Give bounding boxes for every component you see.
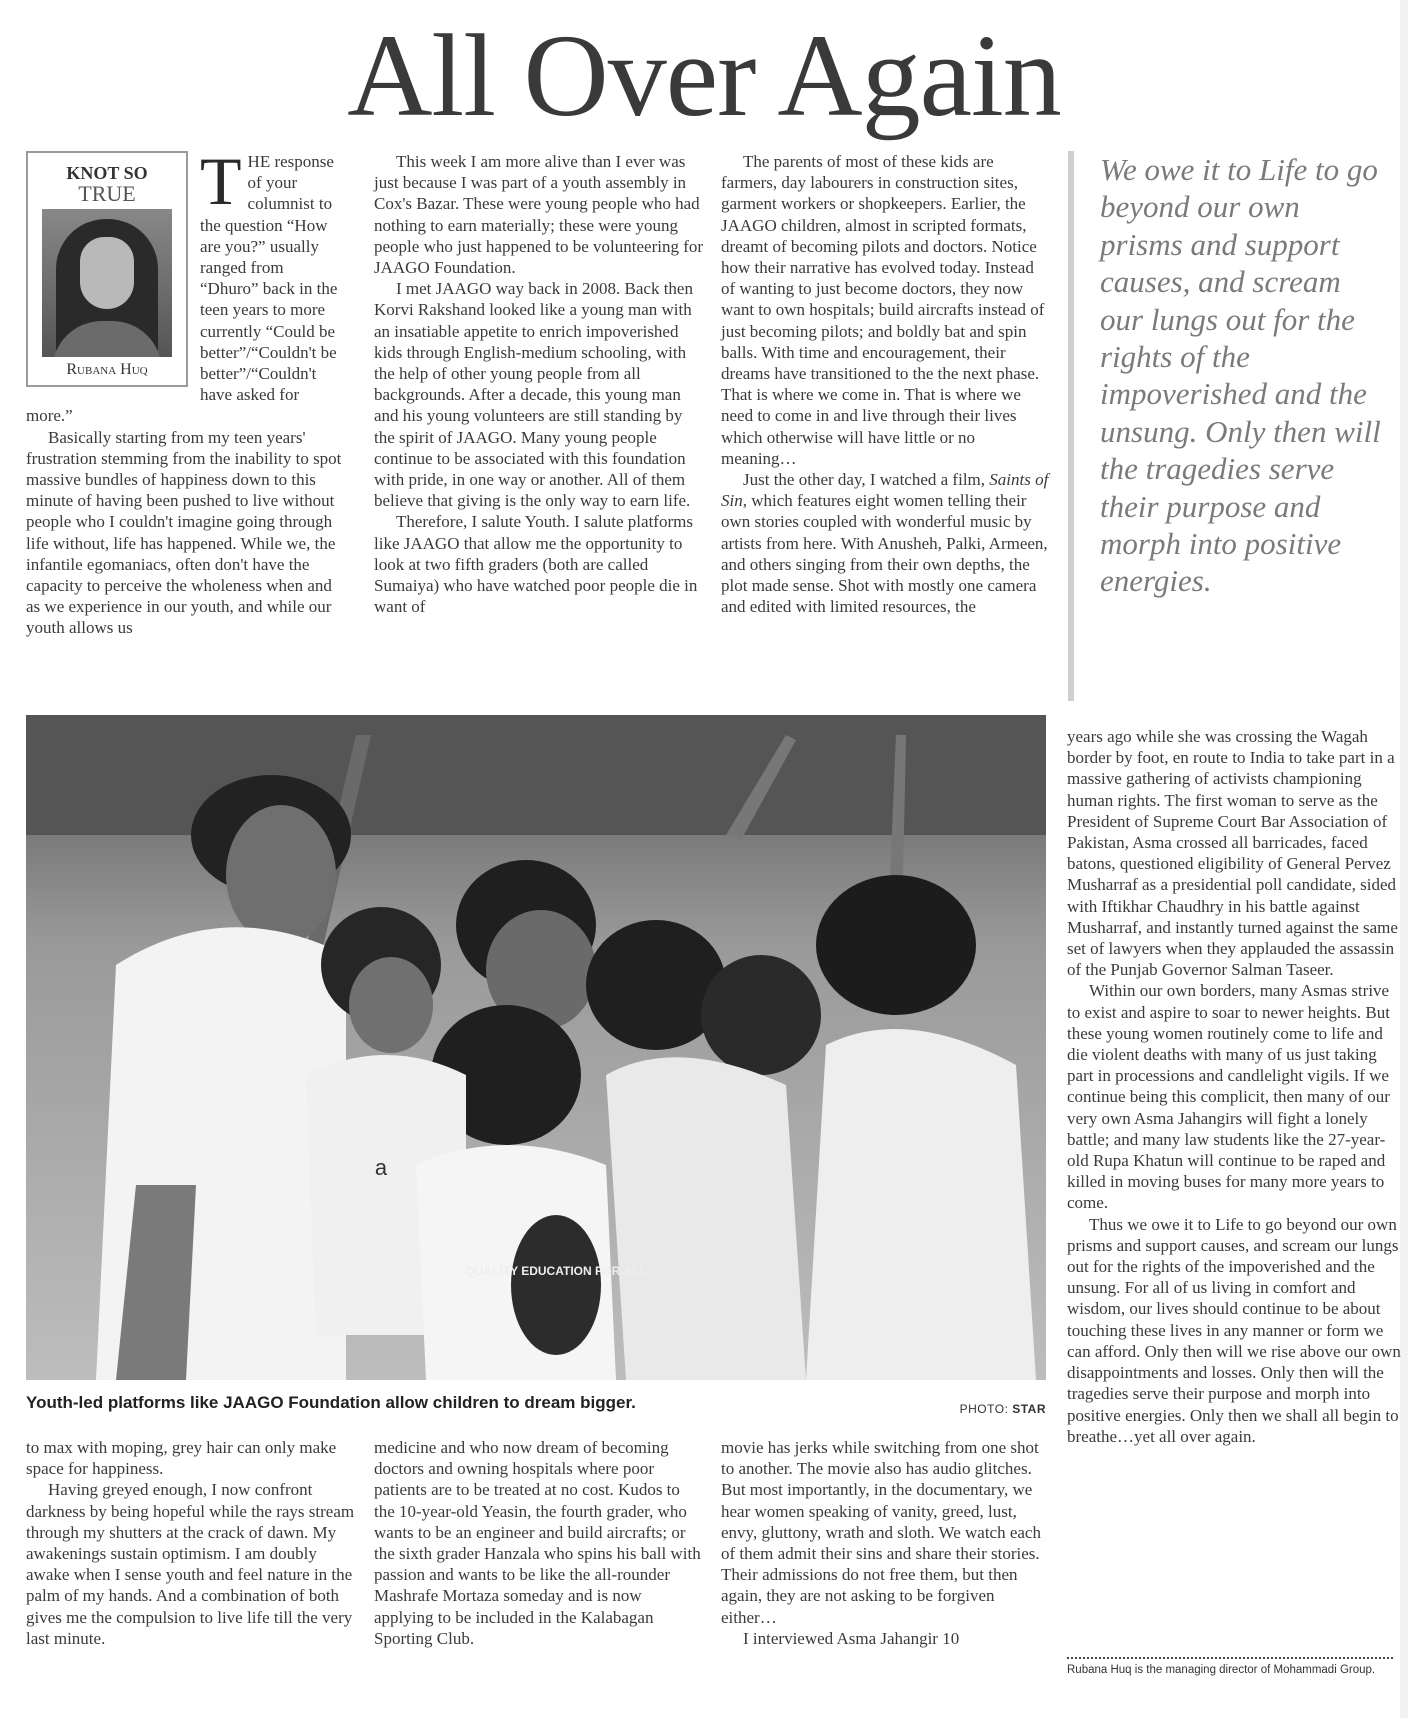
paragraph: Within our own borders, many Asmas strive to exist and aspire to soar to newer heights. But these young women routinely come to life and die violent deaths with many of us just taking part in processions and candlelight vigils. If we continue being this complicit, then many of our very own Asma Jahangirs will fight a lonely battle; and many law students like the 27-year-old Rupa Khatun will continue to be raped and killed in moving buses for many more years to come. bbox=[1067, 981, 1390, 1213]
paragraph: I interviewed Asma Jahangir 10 bbox=[743, 1628, 960, 1648]
drop-cap: T bbox=[200, 143, 242, 219]
paragraph: to max with moping, grey hair can only make space for happiness. bbox=[26, 1438, 337, 1479]
badge-text: QUALITY EDUCATION FOR ALL bbox=[465, 1264, 647, 1278]
text-run: , which features eight women telling their own stories coupled with wonderful music by artists from here. With Anusheh, Palki, Armeen, and others singing from their own depths, the plot made sense. Shot with mostly one camera and edited with limited resources, the bbox=[721, 491, 1048, 617]
page-edge bbox=[1400, 0, 1408, 1718]
column-label-line-2: TRUE bbox=[78, 181, 136, 206]
columnist-box bbox=[26, 151, 188, 387]
paragraph: This week I am more alive than I ever was just because I was part of a youth assembly in Cox's Bazar. These were young people who had nothing to earn materially; these were young people who just happened to be volunteering for JAAGO Foundation. bbox=[374, 152, 704, 278]
photo-caption: Youth-led platforms like JAAGO Foundation allow children to dream bigger. bbox=[26, 1393, 636, 1412]
columnist-photo bbox=[42, 209, 172, 357]
paragraph bbox=[721, 469, 1051, 617]
column-label-line-1: KNOT SO bbox=[66, 163, 148, 183]
paragraph: Basically starting from my teen years' frustration stemming from the inability to spot massive bundles of happiness down to this minute of having been pushed to live without people who I couldn't imagine going through life without, life has happened. While we, the infantile egomaniacs, often don't have the capacity to perceive the wholeness when and as we experience in our youth, and while our youth allows us bbox=[26, 427, 342, 638]
column-2-top bbox=[374, 151, 704, 617]
film-title: Saints of Sin bbox=[721, 470, 1049, 511]
paragraph: Therefore, I salute Youth. I salute platforms like JAAGO that allow me the opportunity to look at two fifth graders (both are called Sumaiya) who have watched poor people die in want of bbox=[374, 512, 698, 617]
credit-prefix: PHOTO: bbox=[959, 1402, 1009, 1416]
column-3-bottom bbox=[721, 1437, 1051, 1649]
column-2-bottom bbox=[374, 1437, 704, 1649]
column-3-top bbox=[721, 151, 1051, 617]
paragraph: movie has jerks while switching from one shot to another. The movie also has audio glitches. But most importantly, in the documentary, we hear women speaking of vanity, greed, lust, envy, gluttony, wrath and sloth. We watch each of them admit their sins and share their stories. Their admissions do not free them, but then again, they are not asking to be forgiven either… bbox=[721, 1438, 1041, 1627]
paragraph: Having greyed enough, I now confront darkness by being hopeful while the rays stream through my shutters at the crack of dawn. My awakenings sustain optimism. I am doubly awake when I sense youth and feel nature in the palm of my hands. And a combination of both gives me the compulsion to live life till the very last minute. bbox=[26, 1480, 355, 1648]
column-1-bottom bbox=[26, 1437, 356, 1649]
photo-illustration bbox=[26, 715, 1046, 1380]
shirt-text: a bbox=[374, 1155, 388, 1180]
photo-credit bbox=[880, 1402, 1046, 1416]
paragraph: Thus we owe it to Life to go beyond our own prisms and support causes, and scream our lungs out for the rights of the impoverished and the unsung. For all of us living in comfort and wisdom, our lives should continue to be about touching these lives in any manner or form we can afford. Only then will we rise above our own disappointments and losses. Only then will the tragedies serve their purpose and morph into positive energies. Only then we shall all begin to breathe…yet all over again. bbox=[1067, 1214, 1401, 1446]
author-note: Rubana Huq is the managing director of Mohammadi Group. bbox=[1067, 1657, 1393, 1677]
credit-source: STAR bbox=[1012, 1402, 1046, 1416]
article-photo bbox=[26, 715, 1046, 1380]
paragraph: I met JAAGO way back in 2008. Back then Korvi Rakshand looked like a young man with an insatiable appetite to enrich impoverished kids through English-medium schooling, with the help of other young people from all backgrounds. After a decade, this young man and his young volunteers are still standing by the spirit of JAAGO. Many young people continue to be associated with this foundation with pride, in one way or another. All of them believe that giving is the only way to earn life. bbox=[374, 279, 693, 511]
paragraph: HE response of your columnist to the question “How are you?” usually ranged from “Dhuro” back in the teen years to more currently “Could be better”/“Couldn't be better”/“Couldn't have asked for more.” bbox=[26, 152, 338, 426]
paragraph: The parents of most of these kids are farmers, day labourers in construction sites, garment workers or shopkeepers. Earlier, the JAAGO children, almost in scripted formats, dreamt of becoming pilots and doctors. Notice how their narrative has evolved today. Instead of wanting to just become doctors, they now want to own hospitals; build aircrafts instead of just becoming pilots; and boldly bat and spin balls. With time and encouragement, their dreams have transitioned to the the next phase. That is where we come in. That is where we need to come in and live through their lives which otherwise will have little or no meaning… bbox=[721, 152, 1045, 468]
byline: Rubana Huq bbox=[66, 361, 148, 378]
column-4 bbox=[1067, 726, 1401, 1447]
paragraph: medicine and who now dream of becoming doctors and owning hospitals where poor patients are to be treated at no cost. Kudos to the 10-year-old Yeasin, the fourth grader, who wants to be an engineer and build aircrafts; or the sixth grader Hanzala who spins his ball with passion and wants to be like the all-rounder Mashrafe Mortaza someday and is now applying to be included in the Kalabagan Sporting Club. bbox=[374, 1438, 701, 1648]
column-1-top bbox=[26, 143, 344, 639]
paragraph: years ago while she was crossing the Wagah border by foot, en route to India to take part in a massive gathering of activists championing human rights. The first woman to serve as the President of Supreme Court Bar Association of Pakistan, Asma crossed all barricades, faced batons, questioned eligibility of General Pervez Musharraf as a presidential poll candidate, sided with Iftikhar Chaudhry in his battle against Musharraf, and instantly turned against the same set of lawyers when they applauded the assassin of the Punjab Governor Salman Taseer. bbox=[1067, 727, 1398, 980]
headline: All Over Again bbox=[347, 10, 1061, 141]
pull-quote: We owe it to Life to go beyond our own prisms and support causes, and scream our lungs out for the rights of the impoverished and the unsung. Only then will the tragedies serve their purpose and morph into positive energies. bbox=[1068, 151, 1388, 701]
text-run: Just the other day, I watched a film, bbox=[743, 470, 986, 490]
